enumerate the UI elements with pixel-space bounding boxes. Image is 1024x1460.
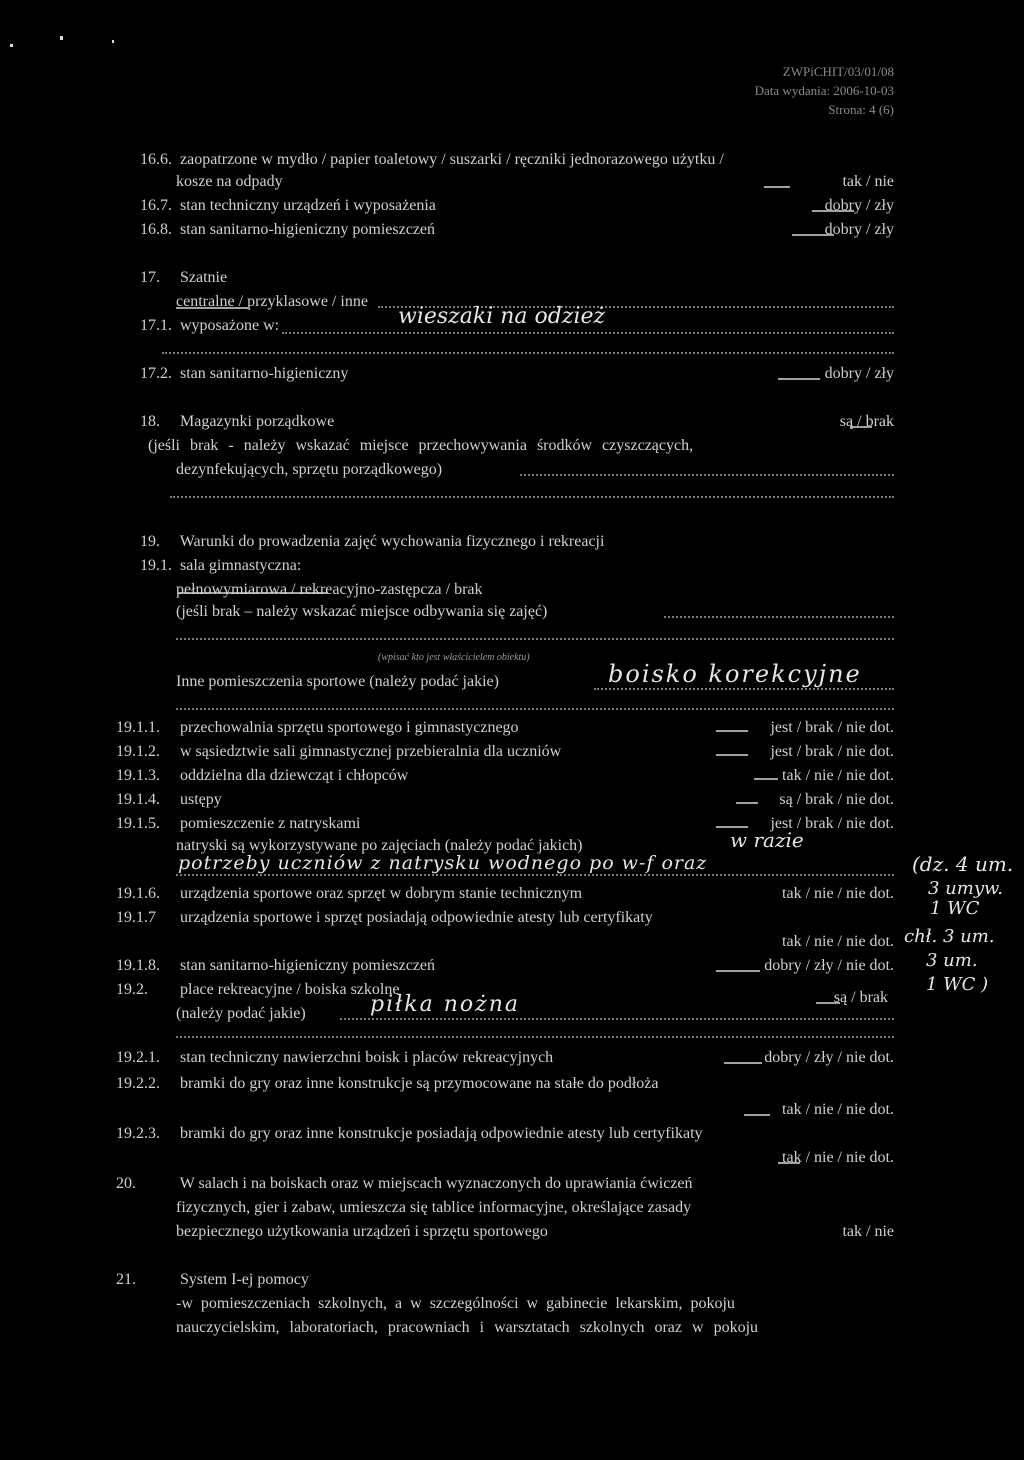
margin-note: chł. 3 um. — [904, 926, 995, 947]
item-number: 17.1. — [140, 317, 172, 334]
item-text: przechowalnia sprzętu sportowego i gimnastycznego — [180, 719, 519, 736]
item-text: zaopatrzone w mydło / papier toaletowy / suszarki / ręczniki jednorazowego użytku / — [180, 151, 724, 168]
item-20-options: tak / nie — [842, 1223, 894, 1240]
item-16-6-options: tak / nie — [842, 173, 894, 190]
item-19-1-8-options: dobry / zły / nie dot. — [764, 957, 894, 974]
item-18-cont: (jeśli brak - należy wskazać miejsce przechowywania środków czyszczących, — [148, 437, 694, 454]
item-number: 19.2. — [116, 981, 148, 998]
item-number: 19.1.4. — [116, 791, 160, 808]
item-19-1-other: Inne pomieszczenia sportowe (należy podać jakie) — [176, 673, 499, 690]
item-text: bramki do gry oraz inne konstrukcje są przymocowane na stałe do podłoża — [180, 1075, 659, 1092]
handwritten-answer: boisko korekcyjne — [608, 660, 862, 688]
item-20-cont2: bezpiecznego użytkowania urządzeń i sprzętu sportowego — [176, 1223, 548, 1240]
item-text: stan techniczny urządzeń i wyposażenia — [180, 197, 436, 214]
issue-date: Data wydania: 2006-10-03 — [754, 83, 894, 98]
item-number: 17. — [140, 269, 160, 286]
handwritten-answer: piłka nożna — [370, 992, 520, 1017]
item-number: 19.1.8. — [116, 957, 160, 974]
item-text: stan sanitarno-higieniczny pomieszczeń — [180, 957, 436, 974]
item-16-6-cont: kosze na odpady — [176, 173, 283, 190]
item-number: 20. — [116, 1175, 136, 1192]
item-19-1-options: pełnowymiarowa / rekreacyjno-zastępcza / brak — [176, 581, 483, 598]
item-20-cont: fizycznych, gier i zabaw, umieszcza się tablice informacyjne, określające zasady — [176, 1199, 692, 1216]
item-19-1-7-options: tak / nie / nie dot. — [782, 933, 894, 950]
item-text: Szatnie — [180, 269, 228, 286]
item-number: 19.1. — [140, 557, 172, 574]
item-19-1-4-options: są / brak / nie dot. — [779, 791, 894, 808]
item-18-cont2: dezynfekujących, sprzętu porządkowego) — [176, 461, 443, 478]
margin-note: 3 umyw. — [928, 878, 1003, 899]
item-number: 19.1.1. — [116, 719, 160, 736]
item-text: bramki do gry oraz inne konstrukcje posiadają odpowiednie atesty lub certyfikaty — [180, 1125, 703, 1142]
item-text: stan sanitarno-higieniczny — [180, 365, 349, 382]
item-text: ustępy — [180, 791, 222, 808]
item-16-7-options: dobry / zły — [824, 197, 894, 214]
item-19-2-2-options: tak / nie / nie dot. — [782, 1101, 894, 1118]
item-19-1-5-options: jest / brak / nie dot. — [770, 815, 894, 832]
item-19-1-1-options: jest / brak / nie dot. — [770, 719, 894, 736]
handwritten-answer: w razie — [730, 828, 804, 852]
item-text: W salach i na boiskach oraz w miejscach wyznaczonych do uprawiania ćwiczeń — [179, 1175, 693, 1192]
item-text: pomieszczenie z natryskami — [180, 815, 361, 832]
item-19-2-cont: (należy podać jakie) — [176, 1005, 306, 1022]
scan-speck — [10, 44, 13, 47]
margin-note: 1 WC ) — [926, 974, 989, 995]
item-19-1-5-cont: natryski są wykorzystywane po zajęciach (należy podać jakich) — [176, 837, 583, 854]
item-text: urządzenia sportowe oraz sprzęt w dobrym stanie technicznym — [180, 885, 583, 902]
item-text: urządzenia sportowe i sprzęt posiadają odpowiednie atesty lub certyfikaty — [180, 909, 653, 926]
item-19-1-3-options: tak / nie / nie dot. — [782, 767, 894, 784]
item-text: oddzielna dla dziewcząt i chłopców — [180, 767, 409, 784]
item-17-2-options: dobry / zły — [824, 365, 894, 382]
item-number: 16.8. — [140, 221, 172, 238]
item-text: place rekreacyjne / boiska szkolne — [180, 981, 400, 998]
item-number: 19.1.6. — [116, 885, 160, 902]
item-17-options: centralne / przyklasowe / inne — [176, 293, 368, 310]
handwritten-answer: wieszaki na odzież — [398, 304, 606, 329]
item-number: 19.2.3. — [116, 1125, 160, 1142]
owner-note: (wpisać kto jest właścicielem obiektu) — [378, 652, 530, 663]
margin-note: (dz. 4 um. — [912, 852, 1014, 876]
item-number: 19.1.3. — [116, 767, 160, 784]
document-code: ZWPiCHIT/03/01/08 — [782, 64, 894, 79]
scan-speck — [60, 36, 63, 40]
item-text: System I-ej pomocy — [180, 1271, 309, 1288]
item-text: Magazynki porządkowe — [180, 413, 335, 430]
item-21-cont: -w pomieszczeniach szkolnych, a w szczególności w gabinecie lekarskim, pokoju — [176, 1295, 735, 1312]
item-text: stan techniczny nawierzchni boisk i placów rekreacyjnych — [180, 1049, 554, 1066]
item-text: sala gimnastyczna: — [180, 557, 302, 574]
item-number: 18. — [140, 413, 160, 430]
item-number: 17.2. — [140, 365, 172, 382]
item-text: wyposażone w: — [180, 317, 280, 334]
margin-note: 3 um. — [926, 950, 978, 971]
item-text: stan sanitarno-higieniczny pomieszczeń — [180, 221, 436, 238]
page-number: Strona: 4 (6) — [828, 102, 894, 117]
item-number: 19.2.1. — [116, 1049, 160, 1066]
item-number: 19.1.5. — [116, 815, 160, 832]
item-text: w sąsiedztwie sali gimnastycznej przebieralnia dla uczniów — [180, 743, 562, 760]
item-text: Warunki do prowadzenia zajęć wychowania fizycznego i rekreacji — [179, 533, 605, 550]
item-number: 19.1.7 — [116, 909, 156, 926]
item-19-2-3-options: tak / nie / nie dot. — [782, 1149, 894, 1166]
margin-note: 1 WC — [930, 898, 980, 919]
item-21-cont2: nauczycielskim, laboratoriach, pracowniach i warsztatach szkolnych oraz w pokoju — [176, 1319, 759, 1336]
item-16-8-options: dobry / zły — [824, 221, 894, 238]
scan-speck — [112, 40, 114, 43]
item-number: 19.1.2. — [116, 743, 160, 760]
item-number: 21. — [116, 1271, 136, 1288]
item-19-1-6-options: tak / nie / nie dot. — [782, 885, 894, 902]
item-number: 16.6. — [140, 151, 172, 168]
item-number: 19. — [140, 533, 160, 550]
item-19-2-1-options: dobry / zły / nie dot. — [764, 1049, 894, 1066]
item-19-2-options: są / brak — [833, 989, 888, 1006]
item-19-1-cont: (jeśli brak – należy wskazać miejsce odbywania się zajęć) — [176, 603, 548, 620]
handwritten-answer: potrzeby uczniów z natrysku wodnego po w-f oraz — [178, 852, 708, 874]
item-18-options: są / brak — [839, 413, 894, 430]
item-number: 19.2.2. — [116, 1075, 160, 1092]
item-19-1-2-options: jest / brak / nie dot. — [770, 743, 894, 760]
item-number: 16.7. — [140, 197, 172, 214]
